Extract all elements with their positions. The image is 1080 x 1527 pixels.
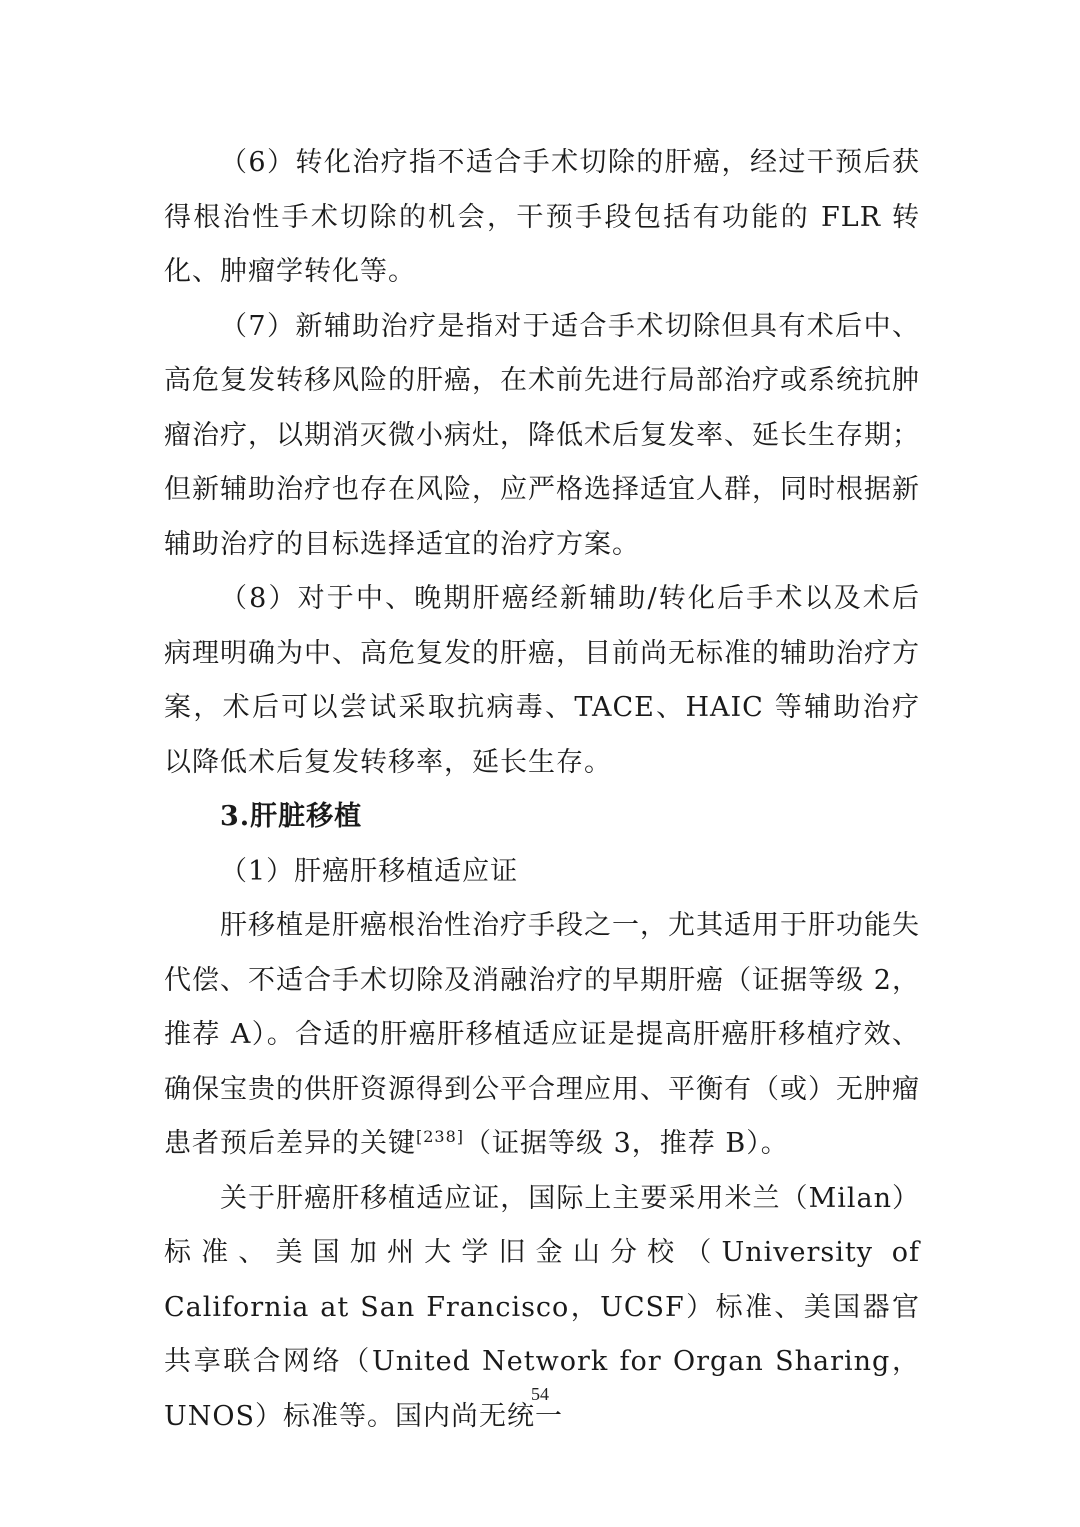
body-text bbox=[164, 136, 920, 1444]
paragraph-transplant-criteria: 关于肝癌肝移植适应证，国际上主要采用米兰（Milan）标准、美国加州大学旧金山分校（University of California at San Francisco，UCSF）标准、美国器官共享联合网络（United Network for Organ Sharing，UNOS）标准等。国内尚无统一 bbox=[164, 1182, 920, 1432]
paragraph-neoadjuvant-therapy: （7）新辅助治疗是指对于适合手术切除但具有术后中、高危复发转移风险的肝癌，在术前先进行局部治疗或系统抗肿瘤治疗，以期消灭微小病灶，降低术后复发率、延长生存期；但新辅助治疗也存在风险，应严格选择适宜人群，同时根据新辅助治疗的目标选择适宜的治疗方案。 bbox=[164, 310, 920, 560]
section-heading-liver-transplant: 3.肝脏移植 bbox=[220, 801, 363, 832]
transplant-text-part-a: 肝移植是肝癌根治性治疗手段之一，尤其适用于肝功能失代偿、不适合手术切除及消融治疗的早期肝癌（证据等级 2，推荐 A）。合适的肝癌肝移植适应证是提高肝癌肝移植疗效、确保宝贵的供肝资源得到公平合理应用、平衡有（或）无肿瘤患者预后差异的关键 bbox=[164, 910, 920, 1159]
paragraph-transplant-indications bbox=[164, 899, 920, 1172]
paragraph-adjuvant-therapy: （8）对于中、晚期肝癌经新辅助/转化后手术以及术后病理明确为中、高危复发的肝癌，目前尚无标准的辅助治疗方案，术后可以尝试采取抗病毒、TACE、HAIC 等辅助治疗以降低术后复发转移率，延长生存。 bbox=[164, 583, 920, 778]
subsection-heading-indications: （1）肝癌肝移植适应证 bbox=[220, 855, 519, 887]
paragraph-conversion-therapy: （6）转化治疗指不适合手术切除的肝癌，经过干预后获得根治性手术切除的机会，干预手段包括有功能的 FLR 转化、肿瘤学转化等。 bbox=[164, 147, 920, 287]
reference-marker: [238] bbox=[416, 1127, 465, 1146]
page-number: 54 bbox=[531, 1384, 549, 1404]
transplant-text-part-b: （证据等级 3，推荐 B）。 bbox=[464, 1128, 789, 1159]
